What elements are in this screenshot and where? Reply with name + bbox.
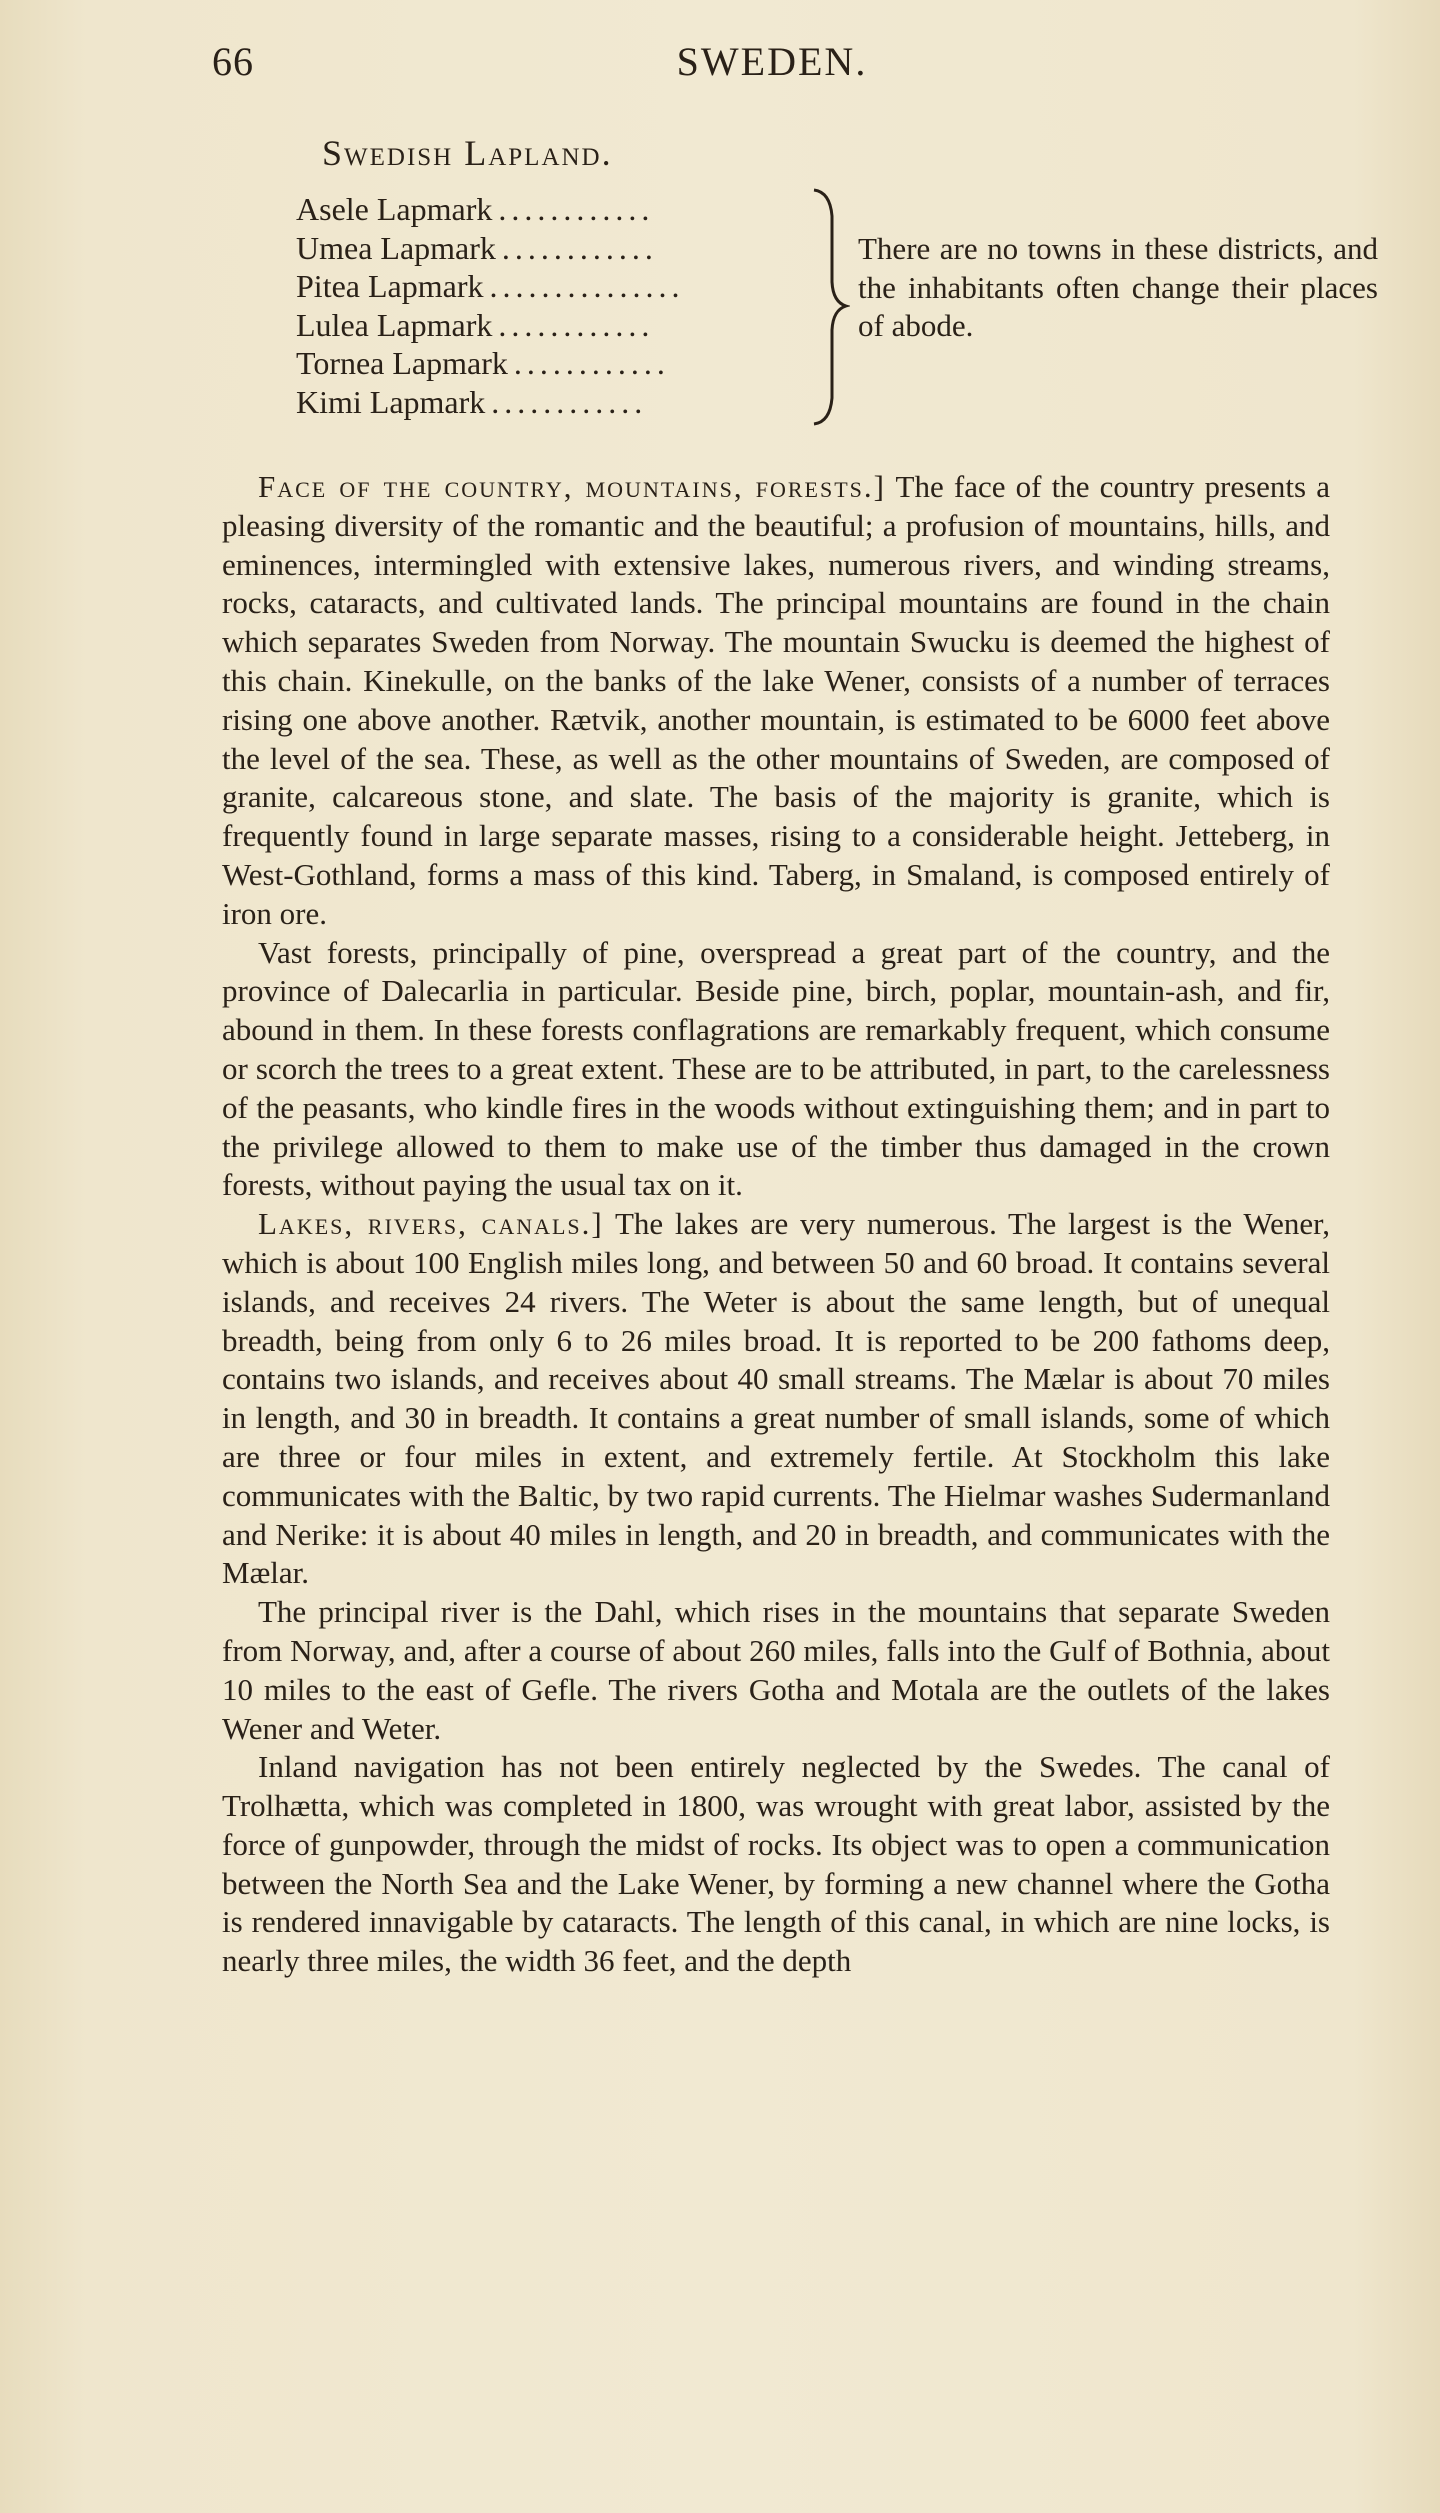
paragraph — [222, 1205, 1330, 1593]
paragraph — [222, 1593, 1330, 1748]
list-item — [296, 383, 806, 422]
lapmark-name: Umea Lapmark — [296, 229, 496, 266]
curly-brace-icon — [810, 186, 850, 426]
leader-dots: ............ — [498, 191, 655, 227]
body-text — [222, 468, 1330, 1981]
lapmark-list — [296, 190, 806, 421]
lapmark-name: Lulea Lapmark — [296, 306, 493, 343]
list-item — [296, 306, 806, 345]
list-item — [296, 190, 806, 229]
leader-dots: ............ — [491, 383, 648, 420]
paragraph — [222, 468, 1330, 934]
paragraph — [222, 1748, 1330, 1981]
leader-dots: ............ — [513, 345, 670, 381]
paragraph-heading: Face of the country, mountains, forests.] — [258, 469, 886, 504]
page-number: 66 — [212, 39, 254, 84]
lapmark-name: Kimi Lapmark — [296, 383, 486, 420]
lapmark-note: There are no towns in these districts, and the inhabitants often change their places of abode. — [858, 231, 1378, 343]
lapmark-name: Asele Lapmark — [296, 191, 493, 227]
list-item — [296, 267, 806, 306]
list-item — [296, 344, 806, 383]
list-item — [296, 229, 806, 268]
paragraph-text: The face of the country presents a pleasing diversity of the romantic and the beautiful; a profusion of mountains, hills, and eminences, intermingled with extensive lakes, numerous rivers, and winding streams, rocks, cataracts, and cultivated lands. The principal mountains are found in the chain which separates Sweden from Norway. The mountain Swucku is deemed the highest of this chain. Kinekulle, on the banks of the lake Wener, consists of a number of terraces rising one above another. Rætvik, another mountain, is estimated to be 6000 feet above the level of the sea. These, as well as the other mountains of Sweden, are composed of granite, calcareous stone, and slate. The basis of the majority is granite, which is frequently found in large separate masses, rising to a considerable height. Jetteberg, in West-Gothland, forms a mass of this kind. Taberg, in Smaland, is composed entirely of iron ore. — [222, 469, 1330, 931]
paragraph-text: Inland navigation has not been entirely neglected by the Swedes. The canal of Trolhætta, which was completed in 1800, was wrought with great labor, assisted by the force of gunpowder, through the midst of rocks. Its object was to open a communication between the North Sea and the Lake Wener, by forming a new channel where the Gotha is rendered innavigable by cataracts. The length of this canal, in which are nine locks, is nearly three miles, the width 36 feet, and the depth — [222, 1749, 1330, 1979]
paragraph-text: The principal river is the Dahl, which rises in the mountains that separate Sweden from Norway, and, after a course of about 260 miles, falls into the Gulf of Bothnia, about 10 miles to the east of Gefle. The rivers Gotha and Motala are the outlets of the lakes Wener and Weter. — [222, 1594, 1330, 1746]
leader-dots: ............ — [498, 306, 655, 343]
paragraph-text: The lakes are very numerous. The largest is the Wener, which is about 100 English miles long, and between 50 and 60 broad. It contains several islands, and receives 24 rivers. The Weter is about the same length, but of unequal breadth, being from only 6 to 26 miles broad. It is reported to be 200 fathoms deep, contains two islands, and receives about 40 small streams. The Mælar is about 70 miles in length, and 30 in breadth. It contains a great number of small islands, some of which are three or four miles in extent, and extremely fertile. At Stockholm this lake communicates with the Baltic, by two rapid currents. The Hielmar washes Sudermanland and Nerike: it is about 40 miles in length, and 20 in breadth, and communicates with the Mælar. — [222, 1206, 1330, 1591]
leader-dots: ............... — [489, 268, 685, 304]
page-header — [212, 38, 1332, 88]
paragraph-text: Vast forests, principally of pine, overspread a great part of the country, and the province of Dalecarlia in particular. Beside pine, birch, poplar, mountain-ash, and fir, abound in them. In these forests conflagrations are remarkably frequent, which consume or scorch the trees to a great extent. These are to be attributed, in part, to the carelessness of the peasants, who kindle fires in the woods without extinguishing them; and in part to the privilege allowed to them to make use of the timber thus damaged in the crown forests, without paying the usual tax on it. — [222, 934, 1330, 1203]
paragraph-heading: Lakes, rivers, canals.] — [258, 1206, 604, 1242]
lapmark-name: Pitea Lapmark — [296, 268, 484, 304]
running-title: SWEDEN. — [676, 39, 868, 84]
leader-dots: ............ — [501, 229, 658, 266]
lapmark-name: Tornea Lapmark — [296, 345, 508, 381]
paragraph — [222, 934, 1330, 1206]
section-heading: Swedish Lapland. — [322, 133, 613, 173]
